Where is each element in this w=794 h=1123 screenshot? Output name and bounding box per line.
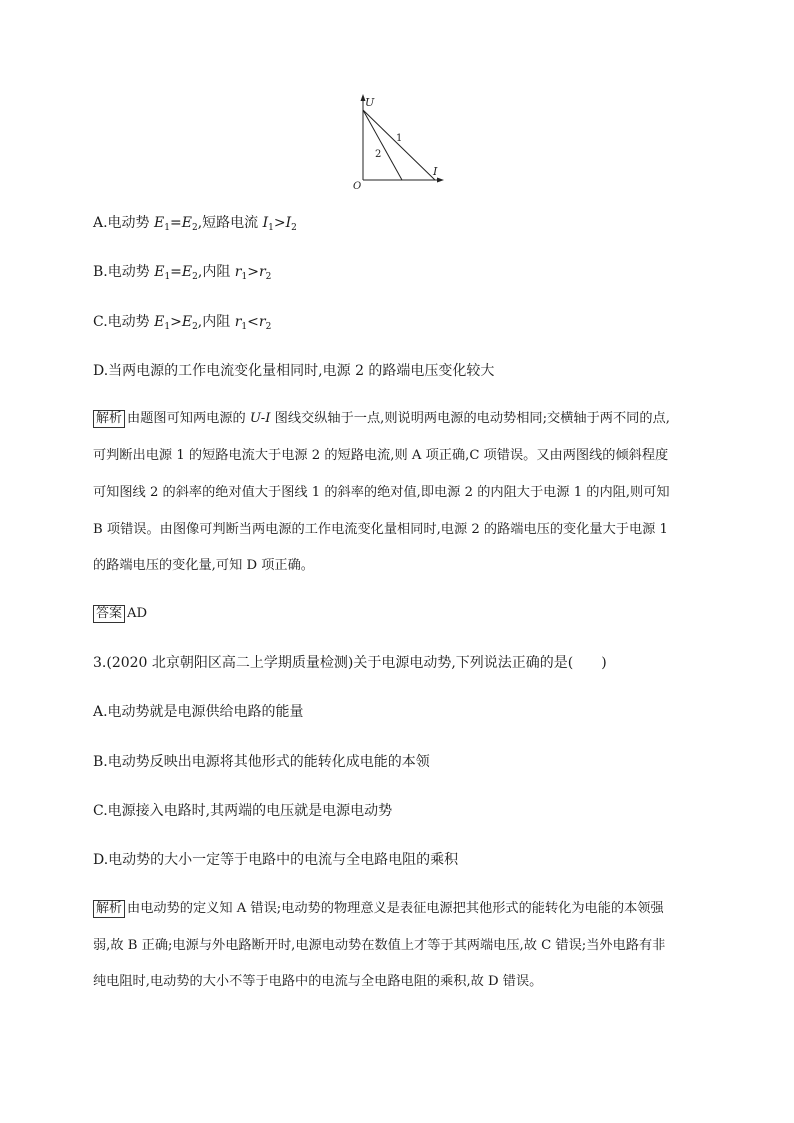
- q3-stem: 3.(2020 北京朝阳区高二上学期质量检测)关于电源电动势,下列说法正确的是( ): [93, 655, 607, 671]
- answer-tag: 答案: [93, 605, 125, 623]
- analysis-tag: 解析: [93, 410, 125, 428]
- line-1: [363, 110, 435, 180]
- analysis-tag: 解析: [93, 900, 125, 918]
- q3-analysis-line-2: 弱,故 B 正确;电源与外电路断开时,电源电动势在数值上才等于其两端电压,故 C 错误;当外电路有非: [93, 938, 666, 953]
- q2-analysis-line-3: 可知图线 2 的斜率的绝对值大于图线 1 的斜率的绝对值,即电源 2 的内阻大于电源 1 的内阻,则可知: [93, 485, 670, 500]
- answer-value: AD: [127, 606, 148, 621]
- axis-i-label: I: [433, 165, 438, 178]
- q2-analysis-line-4: B 项错误。由图像可判断当两电源的工作电流变化量相同时,电源 2 的路端电压的变化量大于电源 1: [93, 522, 668, 537]
- i-axis-arrow: [437, 178, 444, 183]
- origin-label: O: [353, 181, 362, 192]
- q2-analysis-line-2: 可判断出电源 1 的短路电流大于电源 2 的短路电流,则 A 项正确,C 项错误。又由两图线的倾斜程度: [93, 448, 669, 463]
- q3-option-a: A.电动势就是电源供给电路的能量: [93, 704, 304, 720]
- axis-u-label: U: [365, 96, 375, 109]
- q3-option-d: D.电动势的大小一定等于电路中的电流与全电路电阻的乘积: [93, 852, 459, 868]
- q3-analysis-line-1: 解析 由电动势的定义知 A 错误;电动势的物理意义是表征电源把其他形式的能转化为电能的本领强: [93, 900, 664, 918]
- line-1-label: 1: [396, 133, 403, 144]
- line-2: [363, 110, 402, 180]
- q3-analysis-line-3: 纯电阻时,电动势的大小不等于电路中的电流与全电路电阻的乘积,故 D 错误。: [93, 974, 543, 989]
- q2-analysis-line-5: 的路端电压的变化量,可知 D 项正确。: [93, 558, 314, 573]
- q2-option-c: C.电动势 $E_1>E_2$,内阻 $r_1<r_2$: [93, 314, 272, 332]
- q2-option-b: B.电动势 $E_1=E_2$,内阻 $r_1>r_2$: [93, 264, 272, 282]
- line-2-label: 2: [375, 149, 382, 160]
- q2-option-a: A.电动势 $E_1=E_2$,短路电流 $I_1>I_2$: [93, 215, 297, 233]
- q2-option-d: D.当两电源的工作电流变化量相同时,电源 2 的路端电压变化较大: [93, 363, 495, 379]
- q3-option-c: C.电源接入电路时,其两端的电压就是电源电动势: [93, 803, 393, 819]
- q3-option-b: B.电动势反映出电源将其他形式的能转化成电能的本领: [93, 754, 430, 770]
- q2-analysis-line-1: 解析 由题图可知两电源的 U-I 图线交纵轴于一点,则说明两电源的电动势相同;交横轴于两不同的点,: [93, 410, 670, 428]
- q2-answer: [93, 605, 147, 623]
- u-i-graph: [345, 92, 455, 192]
